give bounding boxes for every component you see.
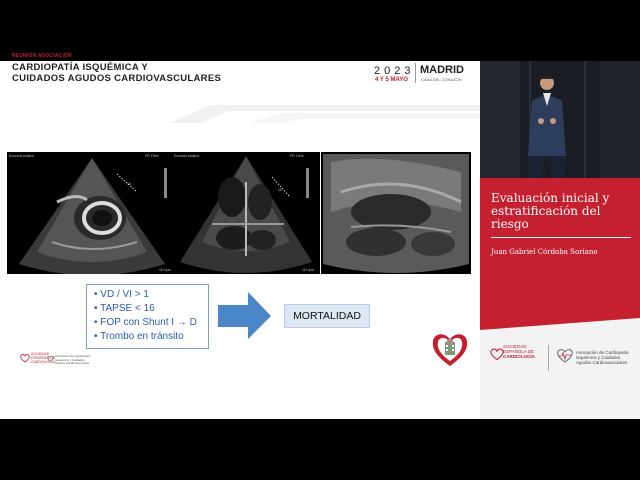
echo-2-fr: FR 13Hz — [290, 154, 304, 158]
bullet-marker: • — [94, 331, 98, 342]
echo-sector-2 — [172, 152, 320, 274]
event-title-line1: CARDIOPATÍA ISQUÉMICA Y — [12, 62, 149, 73]
outcome-label: MORTALIDAD — [293, 310, 361, 322]
acv-logo-line: Asociación de Cardiopatía — [576, 350, 629, 355]
echo-image-subcostal — [321, 152, 471, 274]
criteria-text: VD / VI > 1 — [100, 289, 149, 300]
acv-mini-logo-text — [55, 355, 90, 366]
echo-2-depth: 16 — [278, 188, 282, 192]
speaker-side-panel — [480, 61, 640, 419]
sec-logo-line: CARDIOLOGÍA — [503, 354, 535, 359]
header-divider — [415, 63, 416, 83]
acv-logo-text — [576, 350, 629, 366]
echo-1-fr: FR 10Hz — [145, 154, 159, 158]
acv-mini-line: Agudos Cardiovasculares — [55, 361, 90, 365]
criteria-item — [94, 317, 197, 328]
outcome-box — [284, 304, 370, 328]
speaker-name: Juan Gabriel Córdoba Soriano — [491, 248, 598, 256]
header-stripes — [170, 105, 480, 123]
casa-corazon-heart-logo — [431, 330, 469, 368]
event-venue: CASA DEL CORAZÓN — [421, 77, 462, 82]
bullet-marker: • — [94, 289, 98, 300]
criteria-text: TAPSE < 16 — [100, 303, 155, 314]
criteria-text: FOP con Shunt I → D — [100, 317, 197, 328]
sec-heart-icon — [490, 347, 504, 361]
speaker-video — [480, 61, 640, 178]
echo-1-depth: 16 — [127, 182, 131, 186]
echo-sector-3 — [321, 152, 471, 274]
sec-mini-line: SOCIEDAD — [31, 352, 50, 356]
event-city: MADRID — [420, 64, 464, 76]
sec-mini-line: ESPAÑOLA DE — [31, 356, 56, 360]
sec-logo-text — [503, 344, 535, 359]
event-title-line2: CUIDADOS AGUDOS CARDIOVASCULARES — [12, 73, 222, 84]
criteria-item — [94, 303, 155, 314]
acv-logo-line: Agudos Cardiovasculares — [576, 360, 628, 366]
criteria-box — [86, 284, 209, 349]
event-year: 2023 — [374, 65, 415, 77]
acv-heart-logo-icon — [556, 348, 574, 364]
event-days: 4 Y 5 MAYO — [375, 77, 408, 83]
event-small-label: REUNIÓN ASOCIACIÓN — [12, 53, 72, 59]
sec-mini-line: CARDIOLOGÍA — [31, 360, 56, 364]
bullet-marker: • — [94, 317, 98, 328]
echo-sector-1 — [7, 152, 178, 274]
acv-heart-icon — [47, 355, 54, 362]
sec-logo-line: ESPAÑOLA DE — [503, 349, 535, 354]
echo-1-label: Ecocard.adultos — [9, 154, 35, 158]
echo-image-parasternal — [7, 152, 178, 274]
criteria-item — [94, 331, 184, 342]
acv-mini-line: Isquémica y Cuidados — [55, 357, 85, 362]
acv-logo-line: Isquémica y Cuidados — [576, 355, 621, 361]
right-arrow-icon — [218, 292, 272, 340]
sec-heart-icon — [20, 353, 30, 363]
criteria-text: Trombo en tránsito — [100, 331, 184, 342]
bullet-marker: • — [94, 303, 98, 314]
echo-2-label: Ecocard.adultos — [174, 154, 200, 158]
title-divider — [491, 237, 631, 238]
title-banner — [480, 178, 640, 318]
acv-mini-line: Asociación de Cardiopatía — [55, 354, 91, 358]
echo-1-bpm: 110 lpm — [159, 268, 172, 272]
talk-title: Evaluación inicial y estratificación del riesgo — [491, 191, 610, 231]
speaker-video-frame — [480, 61, 640, 178]
banner-diagonal-edge — [480, 318, 640, 330]
logo-divider — [548, 345, 549, 371]
echo-2-bpm: 110 lpm — [302, 268, 315, 272]
criteria-item — [94, 289, 149, 300]
sec-logo-line: SOCIEDAD — [503, 344, 527, 349]
echo-image-apical — [172, 152, 320, 274]
